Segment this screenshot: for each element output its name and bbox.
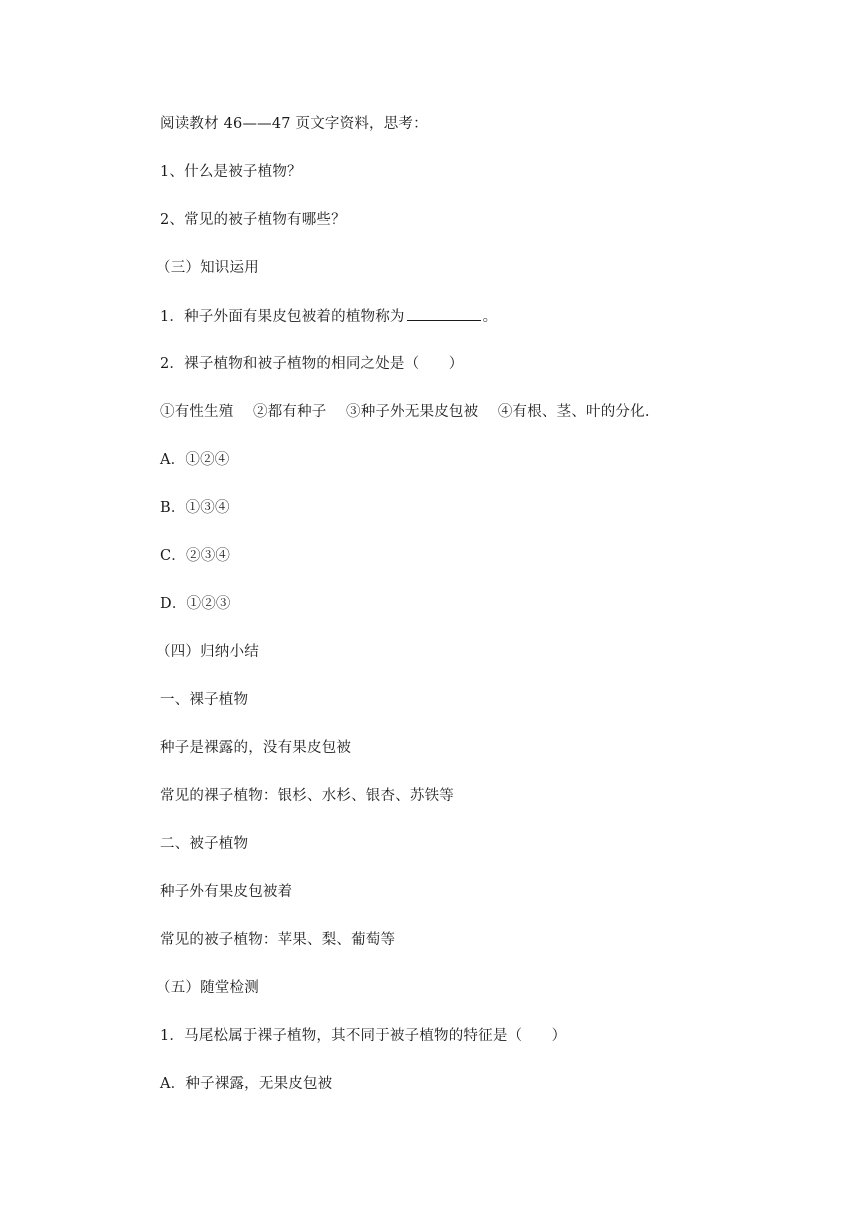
exercise-2-option-d: D．①②③ xyxy=(160,596,231,612)
section-5-heading: （五）随堂检测 xyxy=(156,980,259,996)
summary-angiosperm-examples: 常见的被子植物：苹果、梨、葡萄等 xyxy=(160,932,396,948)
exercise-2-option-c: C．②③④ xyxy=(160,548,231,564)
intro-text: 阅读教材 46——47 页文字资料，思考： xyxy=(160,116,428,132)
exercise-2: 2．裸子植物和被子植物的相同之处是（ ） xyxy=(160,356,464,372)
summary-gymnosperm-feature: 种子是裸露的，没有果皮包被 xyxy=(160,740,352,756)
test-question-1: 1．马尾松属于裸子植物，其不同于被子植物的特征是（ ） xyxy=(160,1028,567,1044)
test-question-1-option-a: A．种子裸露，无果皮包被 xyxy=(160,1076,333,1092)
question-2: 2、常见的被子植物有哪些？ xyxy=(160,212,346,228)
exercise-2-option-a: A．①②④ xyxy=(160,452,230,468)
summary-angiosperm-title: 二、被子植物 xyxy=(160,836,249,852)
fill-in-blank xyxy=(407,306,481,321)
summary-gymnosperm-examples: 常见的裸子植物：银杉、水杉、银杏、苏铁等 xyxy=(160,788,454,804)
section-3-heading: （三）知识运用 xyxy=(156,260,259,276)
exercise-1-prefix: 1．种子外面有果皮包被着的植物称为 xyxy=(160,309,405,325)
exercise-2-option-b: B．①③④ xyxy=(160,500,230,516)
summary-angiosperm-feature: 种子外有果皮包被着 xyxy=(160,884,293,900)
summary-gymnosperm-title: 一、裸子植物 xyxy=(160,692,249,708)
exercise-1 xyxy=(160,306,497,327)
exercise-1-suffix: 。 xyxy=(482,309,498,325)
section-4-heading: （四）归纳小结 xyxy=(156,644,259,660)
question-1: 1、什么是被子植物？ xyxy=(160,164,302,180)
exercise-2-statements: ①有性生殖 ②都有种子 ③种子外无果皮包被 ④有根、茎、叶的分化. xyxy=(160,404,650,420)
